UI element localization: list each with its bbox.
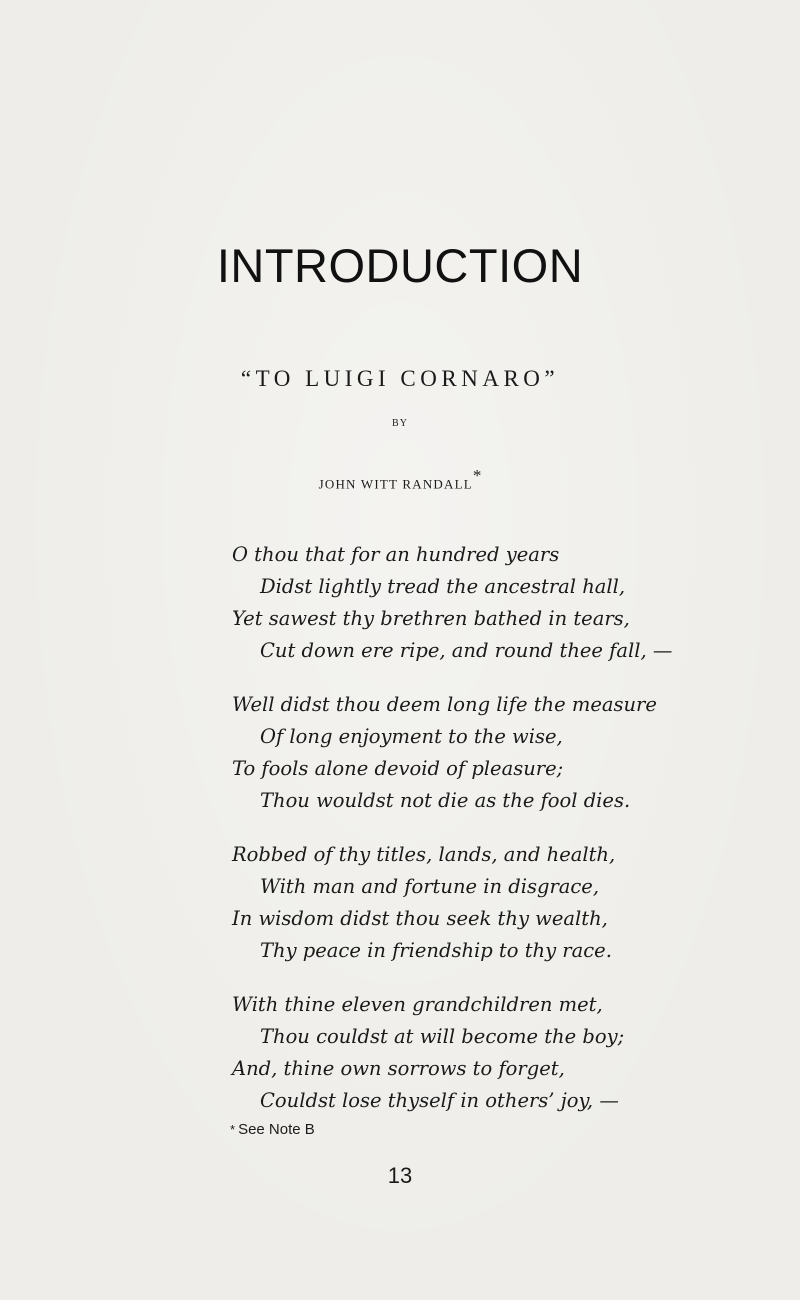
poem-line: Robbed of thy titles, lands, and health, xyxy=(232,843,616,866)
poem-line: Thou wouldst not die as the fool dies. xyxy=(260,789,631,812)
byline-label: BY xyxy=(392,418,408,429)
page-heading: INTRODUCTION xyxy=(216,239,584,292)
poem-line: Of long enjoyment to the wise, xyxy=(260,725,563,748)
author-name-text: JOHN WITT RANDALL xyxy=(318,476,473,492)
author-name xyxy=(0,468,800,492)
poem-line: Didst lightly tread the ancestral hall, xyxy=(260,575,626,598)
page-number: 13 xyxy=(387,1163,413,1188)
poem-line: With man and fortune in disgrace, xyxy=(260,875,600,898)
poem-line: Thy peace in friendship to thy race. xyxy=(260,939,612,962)
poem-line: Thou couldst at will become the boy; xyxy=(260,1025,625,1048)
poem-line: To fools alone devoid of pleasure; xyxy=(232,757,564,780)
poem-line: O thou that for an hundred years xyxy=(232,543,560,566)
poem-line: Yet sawest thy brethren bathed in tears, xyxy=(232,607,630,630)
poem-line: With thine eleven grandchildren met, xyxy=(232,993,603,1016)
footnote-mark: * xyxy=(230,1122,236,1137)
poem-line: In wisdom didst thou seek thy wealth, xyxy=(232,907,608,930)
poem-title: “TO LUIGI CORNARO” xyxy=(240,366,560,391)
footnote-text: See Note B xyxy=(238,1121,315,1138)
poem-line: Well didst thou deem long life the measure xyxy=(232,693,657,716)
author-footnote-mark: * xyxy=(472,466,482,485)
footnote xyxy=(230,1121,315,1138)
poem-line: Couldst lose thyself in others’ joy, — xyxy=(260,1089,619,1112)
poem-line: And, thine own sorrows to forget, xyxy=(232,1057,565,1080)
poem-line: Cut down ere ripe, and round thee fall, — xyxy=(260,639,673,662)
